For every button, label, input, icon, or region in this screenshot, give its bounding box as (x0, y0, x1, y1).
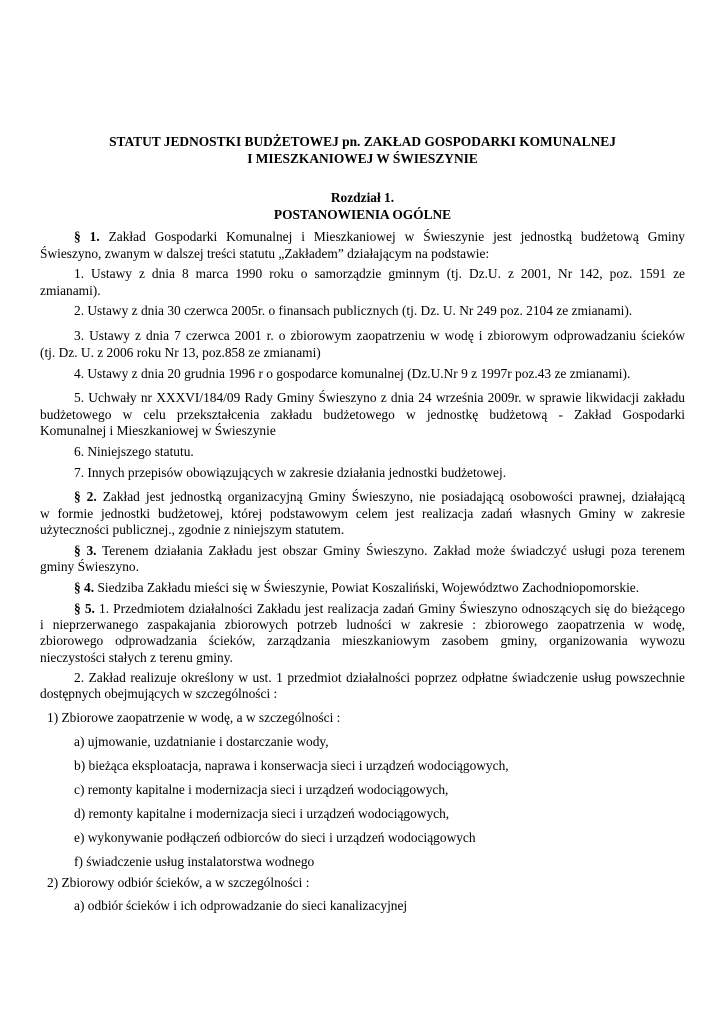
paragraph-number: § 1. (74, 229, 100, 244)
chapter-number: Rozdział 1. (330, 190, 395, 205)
basis-item: budżetowego w celu przekształcenia zakładu budżetowego w jednostkę budżetową - Zakład Gospodarki (40, 407, 685, 422)
paragraph-5-line: i nieprzerwanego zaspakajania zbiorowych potrzeb ludności w zakresie : zbiorowego zaopatrzenia w wodę, (40, 617, 685, 632)
service-item: b) bieżąca eksploatacja, naprawa i konserwacja sieci i urządzeń wodociągowych, (74, 758, 509, 773)
document-title-line: STATUT JEDNOSTKI BUDŻETOWEJ pn. ZAKŁAD GOSPODARKI KOMUNALNEJ (109, 134, 616, 149)
paragraph-3-line: gminy Świeszyno. (40, 559, 139, 574)
basis-item: 1. Ustawy z dnia 8 marca 1990 roku o samorządzie gminnym (tj. Dz.U. z 2001, Nr 142, poz. 1591 ze (74, 266, 685, 281)
basis-item: 5. Uchwały nr XXXVI/184/09 Rady Gminy Świeszyno z dnia 24 września 2009r. w sprawie likwidacji zakładu (74, 390, 685, 405)
paragraph-5-line (74, 601, 685, 617)
paragraph-4-line (74, 580, 639, 596)
basis-item: 3. Ustawy z dnia 7 czerwca 2001 r. o zbiorowym zaopatrzeniu w wodę i zbiorowym odprowadzaniu ścieków (74, 328, 685, 343)
paragraph-number: § 4. (74, 580, 95, 595)
paragraph-2-line: w formie jednostki budżetowej, której podstawowym celem jest realizacja zadań własnych Gminy w zakresie (40, 506, 685, 521)
service-group-heading: 1) Zbiorowe zaopatrzenie w wodę, a w szczególności : (47, 710, 341, 725)
document-title (40, 133, 685, 167)
basis-item: 2. Ustawy z dnia 30 czerwca 2005r. o finansach publicznych (tj. Dz. U. Nr 249 poz. 2104 ze zmianami). (74, 303, 633, 318)
basis-item: 6. Niniejszego statutu. (74, 444, 194, 459)
paragraph-5-line: zbiorowego odprowadzania ścieków, zarządzania mieszkaniowym zasobem gminy, organizowania wywozu (40, 633, 685, 648)
service-item: a) ujmowanie, uzdatnianie i dostarczanie wody, (74, 734, 329, 749)
service-group-heading: 2) Zbiorowy odbiór ścieków, a w szczególności : (47, 875, 310, 890)
paragraph-5-line: dostępnych obejmujących w szczególności : (40, 686, 278, 701)
paragraph-text: 1. Przedmiotem działalności Zakładu jest realizacja zadań Gminy Świeszyno odnoszących się do bieżącego (99, 601, 685, 616)
paragraph-2-line: użyteczności publicznej., zgodnie z niniejszym statutem. (40, 522, 345, 537)
service-item: c) remonty kapitalne i modernizacja sieci i urządzeń wodociągowych, (74, 782, 449, 797)
paragraph-number: § 2. (74, 489, 97, 504)
paragraph-1-line (74, 229, 685, 245)
paragraph-text: Siedziba Zakładu mieści się w Świeszynie, Powiat Koszaliński, Województwo Zachodniopomorskie. (97, 580, 640, 595)
basis-item: 7. Innych przepisów obowiązujących w zakresie działania jednostki budżetowej. (74, 465, 507, 480)
paragraph-number: § 3. (74, 543, 97, 558)
basis-item: 4. Ustawy z dnia 20 grudnia 1996 r o gospodarce komunalnej (Dz.U.Nr 9 z 1997r poz.43 ze zmianami). (74, 366, 631, 381)
paragraph-text: Zakład jest jednostką organizacyjną Gminy Świeszyno, nie posiadającą osobowości prawnej, działającą (102, 489, 685, 504)
service-item: f) świadczenie usług instalatorstwa wodnego (74, 854, 315, 869)
paragraph-text: Zakład Gospodarki Komunalnej i Mieszkaniowej w Świeszynie jest jednostką budżetową Gminy (108, 229, 685, 244)
document-title-line: I MIESZKANIOWEJ W ŚWIESZYNIE (247, 151, 478, 166)
paragraph-5-line: 2. Zakład realizuje określony w ust. 1 przedmiot działalności poprzez odpłatne świadczenie usług powszechnie (74, 670, 685, 685)
chapter-name: POSTANOWIENIA OGÓLNE (273, 207, 452, 222)
service-item: e) wykonywanie podłączeń odbiorców do sieci i urządzeń wodociągowych (74, 830, 476, 845)
paragraph-text: Terenem działania Zakładu jest obszar Gminy Świeszyno. Zakład może świadczyć usługi poza terenem (102, 543, 686, 558)
paragraph-number: § 5. (74, 601, 95, 616)
basis-item: (tj. Dz. U. z 2006 roku Nr 13, poz.858 ze zmianami) (40, 345, 321, 360)
paragraph-1-line: Świeszyno, zwanym w dalszej treści statutu „Zakładem” działającym na podstawie: (40, 246, 490, 261)
service-item: d) remonty kapitalne i modernizacja sieci i urządzeń wodociągowych, (74, 806, 450, 821)
paragraph-5-line: nieczystości stałych z terenu gminy. (40, 650, 233, 665)
basis-item: zmianami). (40, 283, 101, 298)
basis-item: Komunalnej i Mieszkaniowej w Świeszynie (40, 423, 276, 438)
service-item: a) odbiór ścieków i ich odprowadzanie do sieci kanalizacyjnej (74, 898, 408, 913)
chapter-heading (40, 189, 685, 223)
paragraph-3-line (74, 543, 685, 559)
paragraph-2-line (74, 489, 685, 505)
